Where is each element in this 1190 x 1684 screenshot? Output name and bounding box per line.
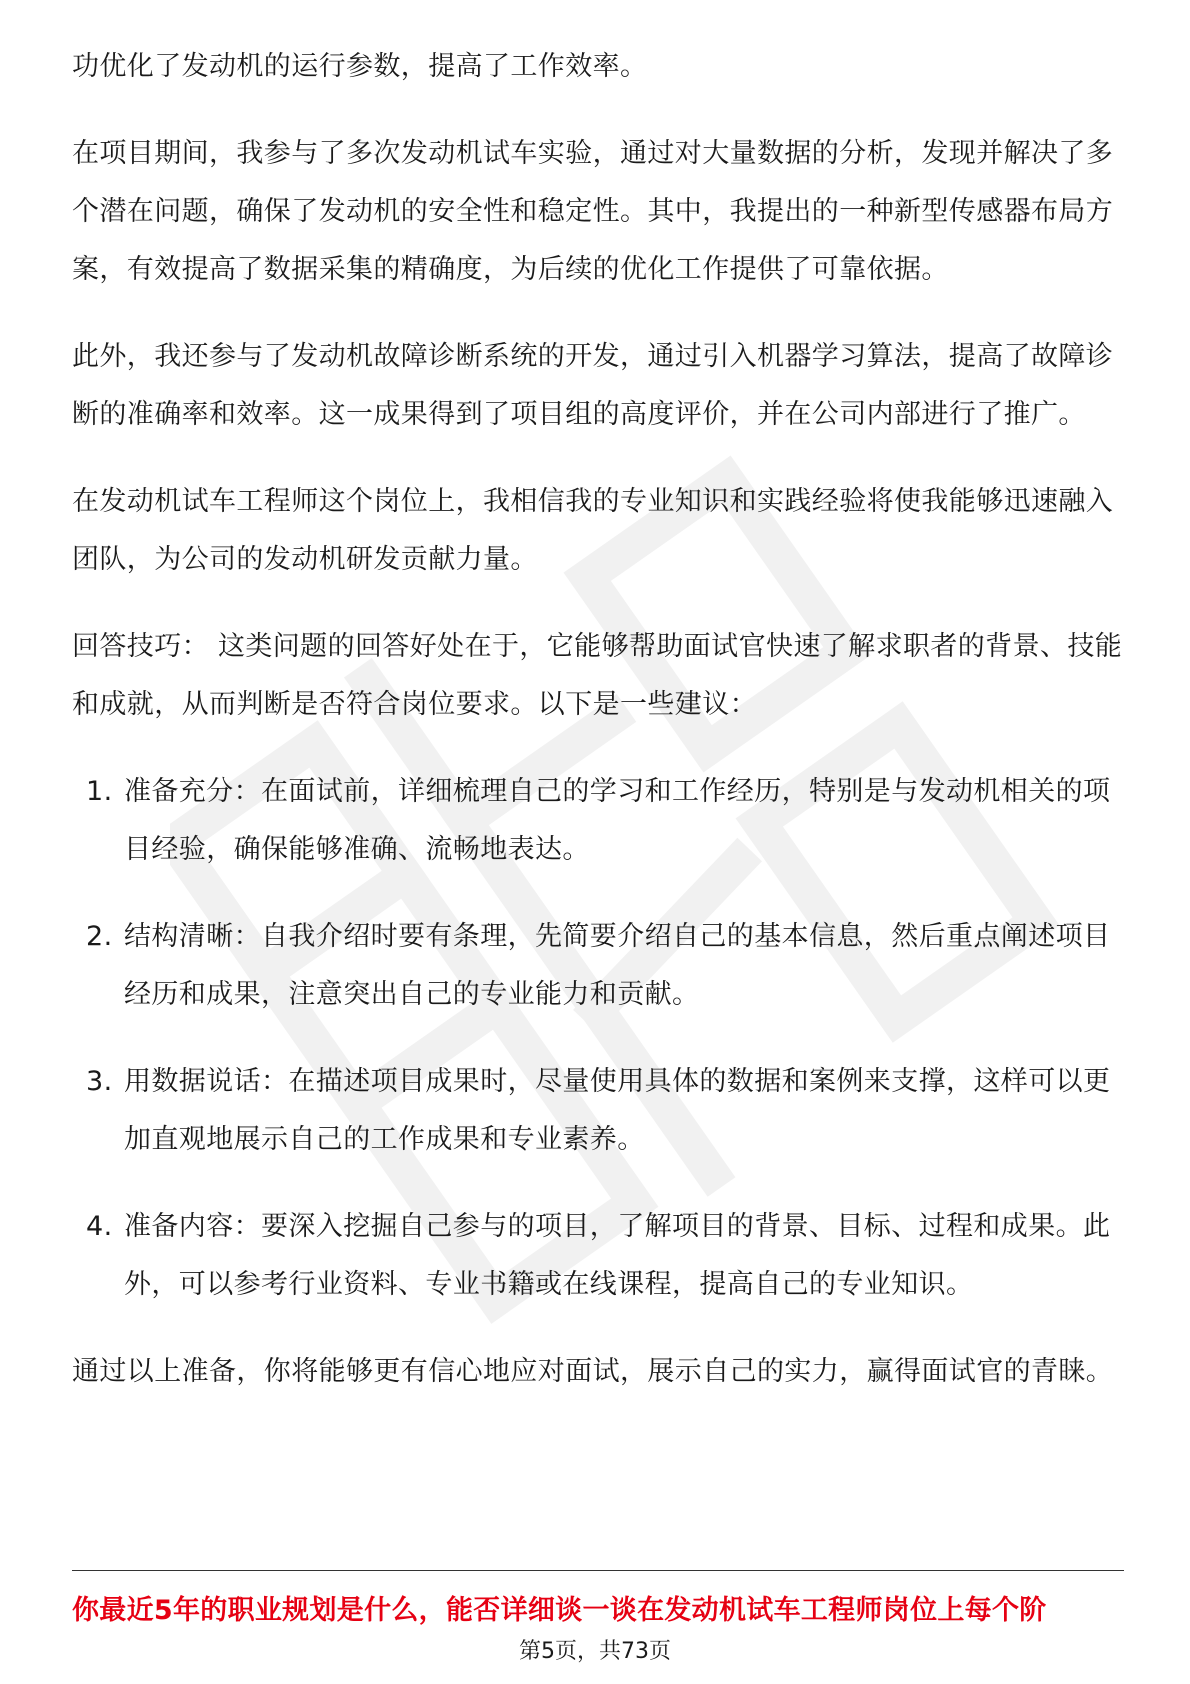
list-item	[72, 908, 1124, 1024]
list-number: 3.	[86, 1066, 113, 1097]
paragraph: 此外，我还参与了发动机故障诊断系统的开发，通过引入机器学习算法，提高了故障诊断的准确率和效率。这一成果得到了项目组的高度评价，并在公司内部进行了推广。	[72, 341, 1114, 430]
answer-tips-intro: 回答技巧： 这类问题的回答好处在于，它能够帮助面试官快速了解求职者的背景、技能和成就，从而判断是否符合岗位要求。以下是一些建议：	[72, 631, 1123, 720]
paragraph: 在项目期间，我参与了多次发动机试车实验，通过对大量数据的分析，发现并解决了多个潜在问题，确保了发动机的安全性和稳定性。其中，我提出的一种新型传感器布局方案，有效提高了数据采集的精确度，为后续的优化工作提供了可靠依据。	[72, 138, 1114, 285]
list-number: 2.	[86, 921, 113, 952]
list-number: 1.	[86, 776, 113, 807]
list-item	[72, 1198, 1124, 1314]
paragraph: 功优化了发动机的运行参数，提高了工作效率。	[72, 51, 648, 82]
list-item-text: 结构清晰：自我介绍时要有条理，先简要介绍自己的基本信息，然后重点阐述项目经历和成果，注意突出自己的专业能力和贡献。	[124, 921, 1111, 1010]
paragraph: 在发动机试车工程师这个岗位上，我相信我的专业知识和实践经验将使我能够迅速融入团队，为公司的发动机研发贡献力量。	[72, 486, 1114, 575]
list-item-text: 用数据说话：在描述项目成果时，尽量使用具体的数据和案例来支撑，这样可以更加直观地展示自己的工作成果和专业素养。	[124, 1066, 1111, 1155]
list-item	[72, 1053, 1124, 1169]
closing-paragraph: 通过以上准备，你将能够更有信心地应对面试，展示自己的实力，赢得面试官的青睐。	[72, 1356, 1114, 1387]
list-item-text: 准备内容：要深入挖掘自己参与的项目，了解项目的背景、目标、过程和成果。此外，可以参考行业资料、专业书籍或在线课程，提高自己的专业知识。	[124, 1211, 1111, 1300]
page-number: 第5页，共73页	[519, 1639, 671, 1664]
next-question-heading: 你最近5年的职业规划是什么，能否详细谈一谈在发动机试车工程师岗位上每个阶	[72, 1595, 1047, 1626]
list-number: 4.	[86, 1211, 113, 1242]
main-content	[72, 38, 1124, 1430]
tips-list	[72, 763, 1124, 1314]
list-item-text: 准备充分：在面试前，详细梳理自己的学习和工作经历，特别是与发动机相关的项目经验，确保能够准确、流畅地表达。	[124, 776, 1111, 865]
footer-divider	[72, 1570, 1124, 1571]
list-item	[72, 763, 1124, 879]
